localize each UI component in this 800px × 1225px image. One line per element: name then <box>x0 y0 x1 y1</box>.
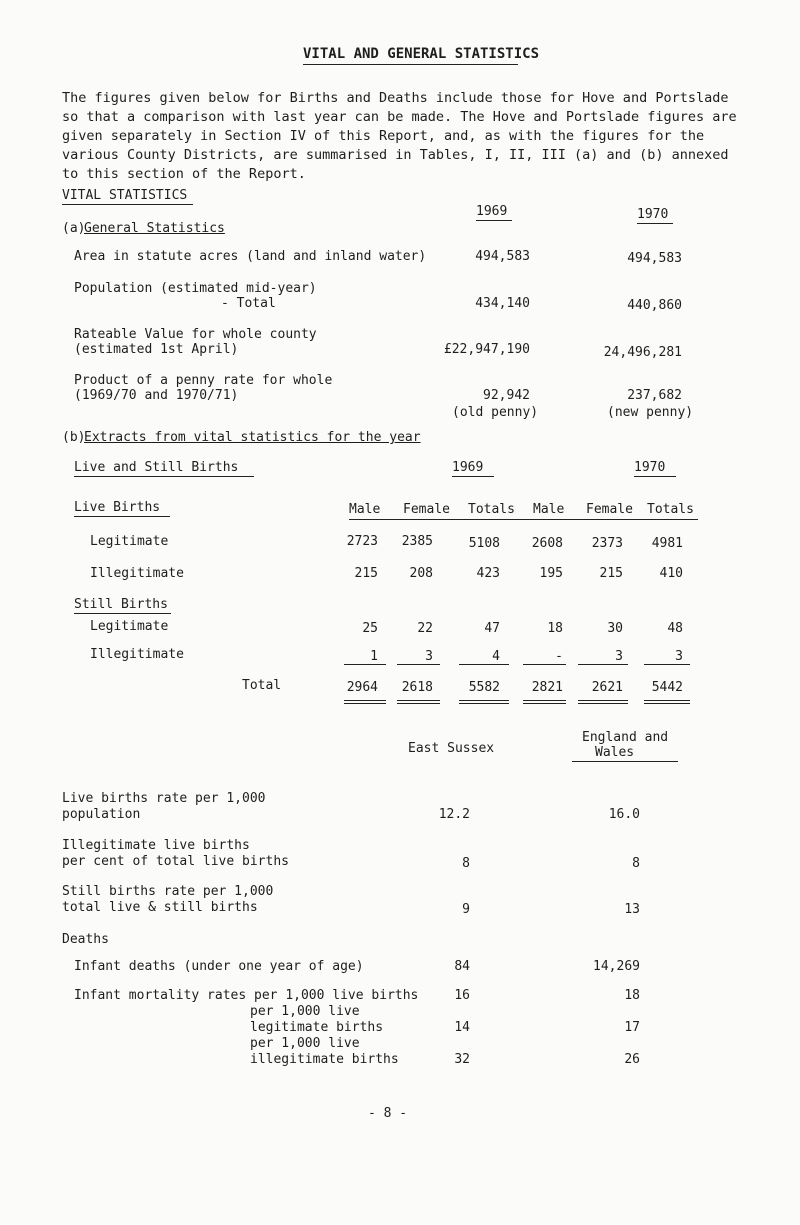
penny-note-1970: (new penny) <box>607 405 694 420</box>
deaths-heading: Deaths <box>62 932 109 947</box>
penny-note-1969: (old penny) <box>452 405 539 420</box>
cell-still-ill-total-1969: 4 <box>492 649 500 664</box>
col-head-female-1969: Female <box>403 502 450 517</box>
live-rate-east-sussex: 12.2 <box>438 807 470 822</box>
rateable-label-1: Rateable Value for whole county <box>74 327 317 342</box>
col-head-totals-1969: Totals <box>468 502 515 517</box>
col-head-underline <box>349 519 698 520</box>
infant-deaths-label: Infant deaths (under one year of age) <box>74 959 364 974</box>
still-rate-england-wales: 13 <box>624 902 640 917</box>
section-heading: VITAL STATISTICS <box>62 188 188 203</box>
cell-live-leg-total-1969: 5108 <box>468 536 500 551</box>
penny-1970: 237,682 <box>627 388 682 403</box>
extracts-title: Extracts from vital statistics for the year <box>84 430 421 445</box>
page-number: - 8 - <box>368 1106 408 1121</box>
general-col-1970: 1970 <box>637 207 669 222</box>
mortality-illeg-england-wales: 26 <box>624 1052 640 1067</box>
live-still-underline <box>74 476 254 477</box>
cell-total-male-1970: 2821 <box>531 680 563 695</box>
cell-total-female-1969: 2618 <box>401 680 433 695</box>
mortality-east-sussex: 16 <box>454 988 470 1003</box>
cell-live-ill-total-1970: 410 <box>659 566 683 581</box>
penny-label-2: (1969/70 and 1970/71) <box>74 388 239 403</box>
still-births-heading: Still Births <box>74 597 168 612</box>
general-col-1969: 1969 <box>476 204 508 219</box>
total-rule-bottom-6b <box>644 703 690 704</box>
mortality-leg-label-1: per 1,000 live <box>250 1004 360 1019</box>
infant-deaths-england-wales: 14,269 <box>593 959 640 974</box>
col-head-totals-1970: Totals <box>647 502 694 517</box>
infant-deaths-east-sussex: 84 <box>454 959 470 974</box>
rateable-1969: £22,947,190 <box>443 342 530 357</box>
cell-still-ill-male-1969: 1 <box>370 649 378 664</box>
row-label-live-legitimate: Legitimate <box>90 534 169 549</box>
illeg-england-wales: 8 <box>632 856 640 871</box>
cell-total-male-1969: 2964 <box>346 680 378 695</box>
cell-live-ill-male-1969: 215 <box>354 566 378 581</box>
col-head-male-1970: Male <box>533 502 565 517</box>
live-births-heading-underline <box>74 516 170 517</box>
cell-still-ill-male-1970: - <box>555 649 563 664</box>
illeg-label-1: Illegitimate live births <box>62 838 250 853</box>
live-rate-label-1: Live births rate per 1,000 <box>62 791 266 806</box>
total-rule-bottom-2a <box>397 700 440 701</box>
cell-live-ill-total-1969: 423 <box>476 566 500 581</box>
general-col-1970-underline <box>637 223 673 224</box>
still-rate-label-1: Still births rate per 1,000 <box>62 884 274 899</box>
total-rule-bottom-3a <box>459 700 509 701</box>
mortality-leg-label-2: legitimate births <box>250 1020 384 1035</box>
general-title: General Statistics <box>84 221 225 236</box>
cell-live-leg-total-1970: 4981 <box>651 536 683 551</box>
total-rule-bottom-1a <box>344 700 386 701</box>
illeg-label-2: per cent of total live births <box>62 854 289 869</box>
cell-live-leg-female-1970: 2373 <box>591 536 623 551</box>
total-rule-top-4 <box>523 664 566 665</box>
cell-live-leg-male-1970: 2608 <box>531 536 563 551</box>
section-heading-underline <box>62 204 193 205</box>
total-rule-bottom-1b <box>344 703 386 704</box>
penny-1969: 92,942 <box>483 388 530 403</box>
total-rule-bottom-6a <box>644 700 690 701</box>
col-england-wales-underline <box>572 761 678 762</box>
cell-still-ill-total-1970: 3 <box>675 649 683 664</box>
still-rate-east-sussex: 9 <box>462 902 470 917</box>
rateable-label-2: (estimated 1st April) <box>74 342 239 357</box>
population-1970: 440,860 <box>627 298 682 313</box>
births-year-1969: 1969 <box>452 460 484 475</box>
mortality-illeg-label-1: per 1,000 live <box>250 1036 360 1051</box>
cell-total-female-1970: 2621 <box>591 680 623 695</box>
mortality-illeg-east-sussex: 32 <box>454 1052 470 1067</box>
mortality-england-wales: 18 <box>624 988 640 1003</box>
live-births-heading: Live Births <box>74 500 161 515</box>
rateable-1970: 24,496,281 <box>603 345 682 360</box>
still-births-heading-underline <box>74 613 171 614</box>
total-rule-top-6 <box>644 664 690 665</box>
extracts-label-b: (b) <box>62 430 86 445</box>
total-rule-top-2 <box>397 664 440 665</box>
total-rule-bottom-4b <box>523 703 566 704</box>
total-rule-bottom-4a <box>523 700 566 701</box>
total-rule-top-5 <box>578 664 628 665</box>
cell-still-ill-female-1970: 3 <box>615 649 623 664</box>
row-label-live-illegitimate: Illegitimate <box>90 566 184 581</box>
cell-live-ill-male-1970: 195 <box>539 566 563 581</box>
total-rule-top-3 <box>459 664 509 665</box>
total-rule-bottom-5a <box>578 700 628 701</box>
total-rule-bottom-5b <box>578 703 628 704</box>
page-title: VITAL AND GENERAL STATISTICS <box>303 46 540 62</box>
total-rule-bottom-2b <box>397 703 440 704</box>
title-underline <box>303 64 518 65</box>
cell-still-leg-total-1970: 48 <box>667 621 683 636</box>
row-label-still-illegitimate: Illegitimate <box>90 647 184 662</box>
general-col-1969-underline <box>476 220 512 221</box>
population-label-2: - Total <box>221 296 276 311</box>
cell-still-leg-male-1970: 18 <box>547 621 563 636</box>
area-label: Area in statute acres (land and inland water) <box>74 249 427 264</box>
cell-live-leg-male-1969: 2723 <box>346 534 378 549</box>
area-1969: 494,583 <box>475 249 530 264</box>
mortality-label: Infant mortality rates per 1,000 live births <box>74 988 419 1003</box>
col-head-female-1970: Female <box>586 502 633 517</box>
live-rate-england-wales: 16.0 <box>608 807 640 822</box>
cell-live-leg-female-1969: 2385 <box>401 534 433 549</box>
mortality-illeg-label-2: illegitimate births <box>250 1052 399 1067</box>
general-label-a: (a) <box>62 221 86 236</box>
population-label-1: Population (estimated mid-year) <box>74 281 317 296</box>
illeg-east-sussex: 8 <box>462 856 470 871</box>
population-1969: 434,140 <box>475 296 530 311</box>
col-head-male-1969: Male <box>349 502 381 517</box>
cell-still-leg-female-1969: 22 <box>417 621 433 636</box>
births-year-1970-underline <box>634 476 676 477</box>
cell-still-leg-male-1969: 25 <box>362 621 378 636</box>
live-still-title: Live and Still Births <box>74 460 239 475</box>
births-year-1970: 1970 <box>634 460 666 475</box>
cell-still-leg-total-1969: 47 <box>484 621 500 636</box>
col-england-wales-1: England and <box>582 730 669 745</box>
row-label-still-legitimate: Legitimate <box>90 619 169 634</box>
still-rate-label-2: total live & still births <box>62 900 258 915</box>
cell-live-ill-female-1969: 208 <box>409 566 433 581</box>
col-east-sussex: East Sussex <box>408 741 495 756</box>
cell-total-total-1970: 5442 <box>651 680 683 695</box>
area-1970: 494,583 <box>627 251 682 266</box>
col-england-wales-2: Wales <box>595 745 635 760</box>
mortality-leg-england-wales: 17 <box>624 1020 640 1035</box>
cell-still-leg-female-1970: 30 <box>607 621 623 636</box>
penny-label-1: Product of a penny rate for whole <box>74 373 333 388</box>
cell-live-ill-female-1970: 215 <box>599 566 623 581</box>
total-rule-bottom-3b <box>459 703 509 704</box>
mortality-leg-east-sussex: 14 <box>454 1020 470 1035</box>
intro-paragraph: The figures given below for Births and Deaths include those for Hove and Portslade so that a comparison with last year can be made. The Hove and Portslade figures are given separately in Section IV of this Report, and, as with the figures for the various County Districts, are summarised in Tables, I, II, III (a) and (b) annexed to this section of the Report. <box>62 90 737 182</box>
live-rate-label-2: population <box>62 807 141 822</box>
births-year-1969-underline <box>452 476 494 477</box>
cell-total-total-1969: 5582 <box>468 680 500 695</box>
cell-still-ill-female-1969: 3 <box>425 649 433 664</box>
total-rule-top-1 <box>344 664 386 665</box>
total-label: Total <box>242 678 282 693</box>
